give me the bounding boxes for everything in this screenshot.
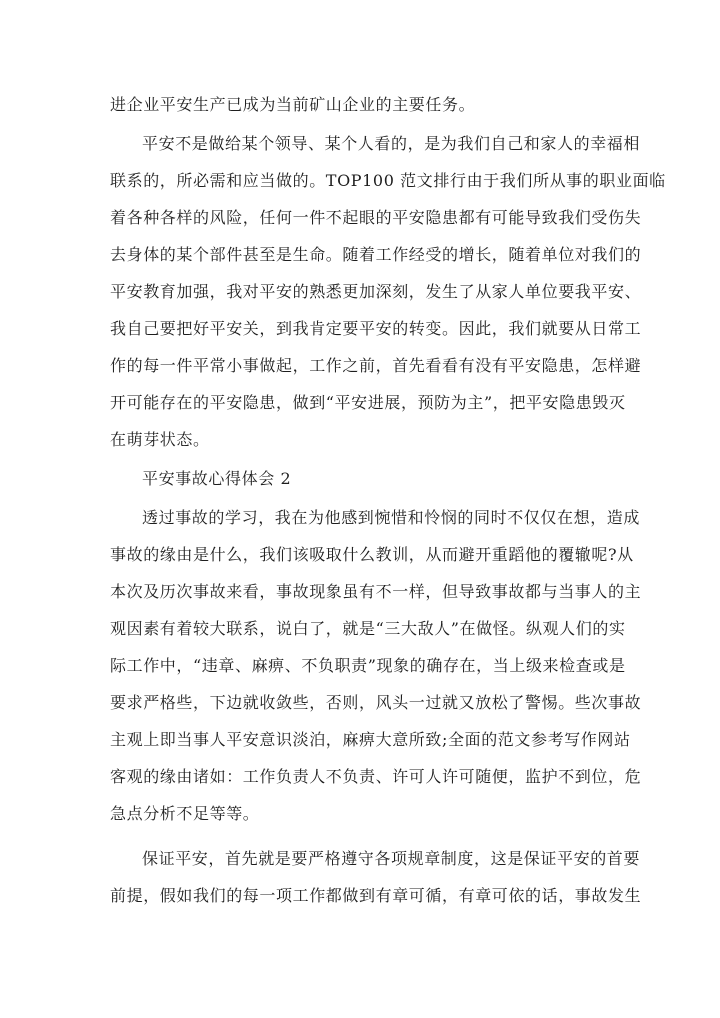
text-line: 联系的，所必需和应当做的。TOP100 范文排行由于我们所从事的职业面临 (110, 171, 666, 190)
text-line: 事故的缘由是什么，我们该吸取什么教训，从而避开重蹈他的覆辙呢?从 (110, 545, 634, 564)
text-line: 本次及历次事故来看，事故现象虽有不一样，但导致事故都与当事人的主 (110, 582, 642, 601)
section-heading: 平安事故心得体会 2 (142, 469, 292, 488)
text-line: 透过事故的学习，我在为他感到惋惜和怜悯的同时不仅仅在想，造成 (142, 508, 641, 527)
text-line: 前提，假如我们的每一项工作都做到有章可循，有章可依的话，事故发生 (110, 886, 642, 905)
text-line: 去身体的某个部件甚至是生命。随着工作经受的增长，随着单位对我们的 (110, 245, 642, 264)
text-line: 平安不是做给某个领导、某个人看的，是为我们自己和家人的幸福相 (142, 134, 641, 153)
text-line: 际工作中，“违章、麻痹、不负职责”现象的确存在，当上级来检查或是 (110, 656, 626, 675)
text-line: 进企业平安生产已成为当前矿山企业的主要任务。 (110, 95, 476, 114)
text-line: 客观的缘由诸如：工作负责人不负责、许可人许可随便，监护不到位，危 (110, 767, 642, 786)
text-line: 要求严格些，下边就收敛些，否则，风头一过就又放松了警惕。些次事故 (110, 693, 642, 712)
text-line: 我自己要把好平安关，到我肯定要平安的转变。因此，我们就要从日常工 (110, 319, 642, 338)
text-line: 观因素有着较大联系，说白了，就是“三大敌人”在做怪。纵观人们的实 (110, 619, 626, 638)
text-line: 着各种各样的风险，任何一件不起眼的平安隐患都有可能导致我们受伤失 (110, 208, 642, 227)
text-line: 作的每一件平常小事做起，工作之前，首先看看有没有平安隐患，怎样避 (110, 356, 642, 375)
text-line: 主观上即当事人平安意识淡泊，麻痹大意所致;全面的范文参考写作网站 (110, 730, 631, 749)
text-line: 急点分析不足等等。 (110, 804, 260, 823)
text-line: 保证平安，首先就是要严格遵守各项规章制度，这是保证平安的首要 (142, 849, 641, 868)
text-line: 在萌芽状态。 (110, 430, 210, 449)
text-line: 开可能存在的平安隐患，做到“平安进展，预防为主”，把平安隐患毁灭 (110, 393, 626, 412)
text-line: 平安教育加强，我对平安的熟悉更加深刻，发生了从家人单位要我平安、 (110, 282, 642, 301)
